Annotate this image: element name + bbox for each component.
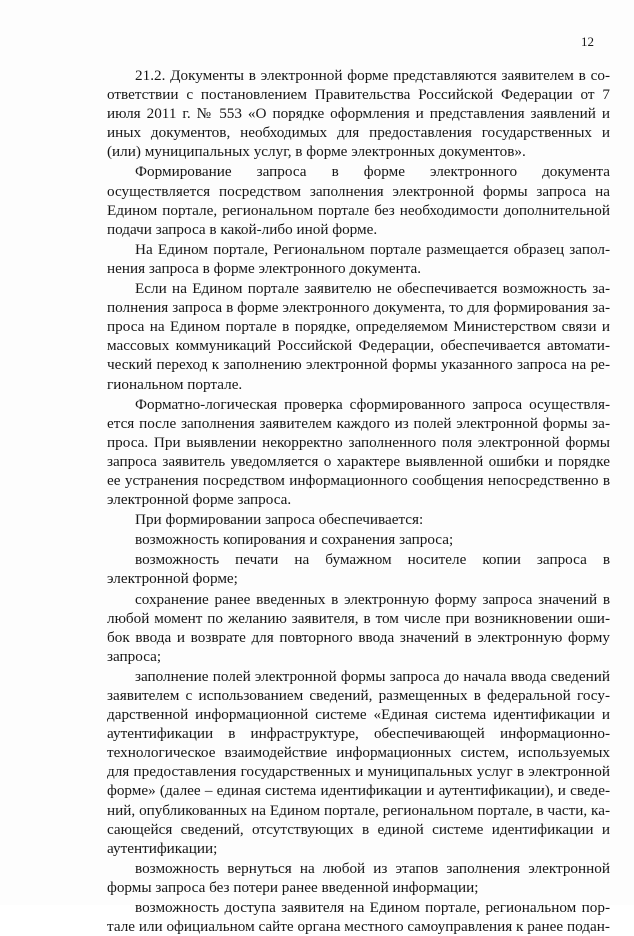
list-item-print: возможность печати на бумажном носителе копии запроса в электронной форме; [107,551,610,588]
list-item-access-previous: возможность доступа заявителя на Едином портале, региональном портале или официальном сайте органа местного самоуправления к ранее подан- [107,899,610,936]
paragraph-sample-placement: На Едином портале, Региональном портале размещается образец заполнения запроса в форме электронного документа. [107,240,610,277]
list-item-return-stage: возможность вернуться на любой из этапов заполнения электронной формы запроса без потери ранее введенной информации; [107,859,610,896]
document-body [107,66,610,936]
list-item-copy-save: возможность копирования и сохранения запроса; [135,531,454,549]
paragraph-redirect: Если на Едином портале заявителю не обеспечивается возможность заполнения запроса в форме электронного документа, то для формирования запроса на Едином портале в порядке, определяемом Министерством связи и массовых коммуникаций Российской Федерации, обеспечивается автоматический переход к заполнению электронной формы указанного запроса на региональном портале. [107,280,610,393]
list-item-save-values: сохранение ранее введенных в электронную форму запроса значений в любой момент по желанию заявителя, в том числе при возникновении ошибок ввода и возврате для повторного ввода значений в электронную форму запроса; [107,590,610,665]
paragraph-format-check: Форматно-логическая проверка сформированного запроса осуществляется после заполнения заявителем каждого из полей электронной формы запроса. При выявлении некорректно заполненного поля электронной формы запроса заявитель уведомляется о характере выявленной ошибки и порядке ее устранения посредством информационного сообщения непосредственно в электронной форме запроса. [107,395,610,509]
list-item-prefill: заполнение полей электронной формы запроса до начала ввода сведений заявителем с использованием сведений, размещенных в федеральной государственной информационной системе «Единая система идентификации и аутентификации в инфраструктуре, обеспечивающей информационно-технологическое взаимодействие информационных систем, используемых для предоставления государственных и муниципальных услуг в электронной форме» (далее – единая система идентификации и аутентификации), и сведений, опубликованных на Едином портале, региональном портале, в части, касающейся сведений, отсутствующих в единой системе идентификации и аутентификации; [107,667,610,857]
page-number: 12 [581,34,594,49]
paragraph-request-formation: Формирование запроса в форме электронного документа осуществляется посредством заполнения электронной формы запроса на Едином портале, региональном портале без необходимости дополнительной подачи запроса в какой-либо иной форме. [107,163,610,238]
paragraph-21-2: 21.2. Документы в электронной форме представляются заявителем в соответствии с постановлением Правительства Российской Федерации от 7 июля 2011 г. № 553 «О порядке оформления и представления заявлений и иных документов, необходимых для предоставления государственных и (или) муниципальных услуг, в форме электронных документов». [107,67,610,161]
paragraph-provided-list-intro: При формировании запроса обеспечивается: [135,511,424,529]
